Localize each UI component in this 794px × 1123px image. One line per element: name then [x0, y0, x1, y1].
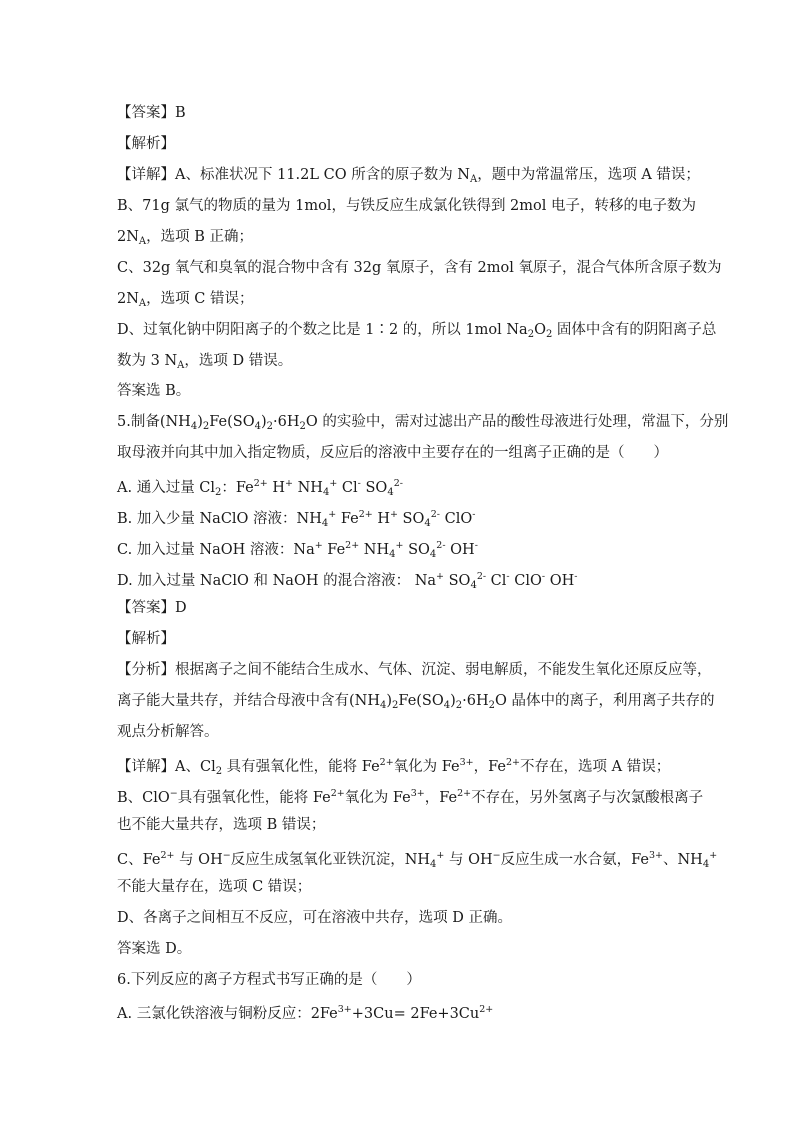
text-run: ·6H	[462, 693, 489, 709]
text-run: 观点分析解答。	[117, 724, 219, 740]
text-run: 【答案】D	[117, 600, 187, 616]
superscript: 3+	[648, 850, 663, 861]
text-run: B、71g 氯气的物质的量为 1mol，与铁反应生成氯化铁得到 2mol 电子，转移的电子数为	[117, 198, 697, 214]
text-line	[117, 165, 700, 190]
text-line	[117, 351, 292, 376]
superscript: −	[222, 850, 231, 861]
text-run: H	[372, 511, 390, 527]
text-run: ClO	[440, 511, 473, 527]
text-line	[117, 381, 190, 401]
superscript: +	[389, 509, 398, 520]
text-run: )	[450, 693, 456, 709]
text-run: 不存在，选项 A 错误；	[520, 759, 671, 775]
text-line	[117, 660, 712, 680]
text-run: C、32g 氧气和臭氧的混合物中含有 32g 氧原子，含有 2mol 氧原子，混合气体所含原子数为	[117, 260, 722, 276]
text-run: H	[267, 480, 286, 496]
text-line	[117, 443, 668, 463]
text-line	[117, 227, 253, 252]
superscript: +	[314, 540, 323, 551]
text-run: +3Cu= 2Fe+3Cu	[351, 1006, 480, 1022]
text-run: )	[197, 414, 203, 430]
subscript: 4	[424, 518, 431, 529]
text-run: O 的实验中，需对过滤出产品的酸性母液进行处理，常温下，分别	[305, 414, 729, 430]
text-run: 反应生成一水合氨，Fe	[500, 852, 649, 868]
superscript: 2+	[253, 478, 268, 489]
text-run: 答案选 D。	[117, 941, 192, 957]
subscript: 4	[389, 549, 396, 560]
superscript: +	[436, 571, 444, 582]
text-line	[117, 536, 478, 565]
subscript: 4	[380, 700, 387, 711]
superscript: +	[395, 540, 404, 551]
text-run: Fe(SO	[209, 414, 255, 430]
subscript: 2	[266, 421, 273, 432]
superscript: 2+	[379, 757, 394, 768]
subscript: 4	[429, 549, 437, 560]
superscript: 3+	[410, 788, 425, 799]
superscript: -	[474, 540, 478, 551]
subscript: 4	[470, 580, 477, 591]
subscript: 4	[387, 487, 394, 498]
text-line	[117, 1000, 493, 1024]
text-line	[117, 196, 696, 216]
superscript: 2+	[330, 788, 345, 799]
text-run: Fe(SO	[398, 693, 444, 709]
superscript: 2-	[430, 509, 441, 520]
text-run: ，选项 B 正确；	[146, 229, 254, 245]
subscript: 2	[455, 700, 463, 711]
superscript: 2+	[345, 540, 360, 551]
text-run: 数为 3 N	[117, 353, 178, 369]
subscript: A	[470, 174, 478, 185]
subscript: 4	[702, 859, 710, 870]
subscript: 4	[254, 421, 261, 432]
subscript: 4	[322, 487, 330, 498]
text-run: O 晶体中的离子，利用离子共存的	[495, 693, 715, 709]
text-run: 取母液并向其中加入指定物质，反应后的溶液中主要存在的一组离子正确的是（ ）	[117, 445, 668, 461]
text-run: ，题中为常温常压，选项 A 错误；	[477, 167, 700, 183]
superscript: 2-	[476, 571, 487, 582]
text-run: 【详解】A、Cl	[117, 759, 216, 775]
text-run: 【解析】	[117, 631, 175, 647]
subscript: 2	[545, 329, 553, 340]
superscript: 2+	[160, 850, 175, 861]
subscript: 2	[527, 329, 535, 340]
superscript: -	[541, 571, 546, 582]
text-run: 2N	[117, 229, 139, 245]
text-run: ，Fe	[473, 759, 507, 775]
superscript: −	[169, 788, 178, 799]
subscript: 4	[190, 421, 198, 432]
text-line	[117, 320, 716, 345]
text-run: OH	[545, 573, 575, 589]
text-run: A. 通入过量 Cl	[117, 480, 216, 496]
superscript: 3+	[337, 1004, 352, 1015]
text-run: 氧化为 Fe	[393, 759, 460, 775]
text-line	[117, 103, 186, 123]
subscript: A	[177, 360, 185, 371]
text-line	[117, 753, 670, 782]
text-run: ClO	[509, 573, 542, 589]
text-line	[117, 784, 703, 808]
text-run: OH	[445, 542, 475, 558]
text-run: SO	[403, 542, 430, 558]
text-run: 6.下列反应的离子方程式书写正确的是（ ）	[117, 972, 421, 988]
text-line	[117, 289, 253, 314]
text-run: Fe	[322, 542, 346, 558]
text-line	[117, 258, 721, 278]
superscript: +	[436, 850, 445, 861]
text-line	[117, 691, 715, 716]
text-line	[117, 134, 175, 154]
text-run: Cl	[337, 480, 358, 496]
text-run: 与 OH	[444, 852, 493, 868]
superscript: 2+	[457, 788, 472, 799]
text-run: 【解析】	[117, 136, 175, 152]
text-run: 具有强氧化性，能将 Fe	[222, 759, 380, 775]
text-run: 具有强氧化性，能将 Fe	[177, 790, 331, 806]
superscript: -	[472, 509, 476, 520]
text-run: C、Fe	[117, 852, 161, 868]
text-run: C. 加入过量 NaOH 溶液：Na	[117, 542, 315, 558]
text-run: A. 三氯化铁溶液与铜粉反应：2Fe	[117, 1006, 338, 1022]
text-run: O	[534, 322, 546, 338]
superscript: +	[709, 850, 718, 861]
text-run: 不能大量存在，选项 C 错误；	[117, 879, 312, 895]
text-run: 【分析】根据离子之间不能结合生成水、气体、沉淀、弱电解质，不能发生氧化还原反应等，	[117, 662, 712, 678]
text-run: Cl	[486, 573, 507, 589]
text-run: Fe	[336, 511, 359, 527]
text-run: B、ClO	[117, 790, 170, 806]
superscript: 2+	[479, 1004, 494, 1015]
superscript: -	[357, 478, 361, 489]
text-run: 也不能大量共存，选项 B 错误；	[117, 817, 326, 833]
text-run: D、各离子之间相互不反应，可在溶液中共存，选项 D 正确。	[117, 910, 512, 926]
text-line	[117, 505, 475, 534]
text-run: 氧化为 Fe	[344, 790, 411, 806]
text-run: B. 加入少量 NaClO 溶液：NH	[117, 511, 322, 527]
text-line	[117, 629, 175, 649]
text-run: SO	[397, 511, 425, 527]
subscript: A	[138, 236, 147, 247]
text-run: 固体中含有的阴阳离子总	[552, 322, 717, 338]
superscript: 2-	[393, 478, 403, 489]
text-run: ：Fe	[221, 480, 254, 496]
superscript: -	[506, 571, 510, 582]
text-line	[117, 598, 187, 618]
text-run: 、NH	[663, 852, 703, 868]
text-run: ，选项 C 错误；	[146, 291, 254, 307]
text-line	[117, 412, 728, 437]
text-run: 5.制备(NH	[117, 414, 191, 430]
subscript: 4	[321, 518, 329, 529]
text-run: 不存在，另外氢离子与次氯酸根离子	[471, 790, 704, 806]
text-line	[117, 877, 311, 897]
text-line	[117, 970, 421, 990]
text-run: NH	[359, 542, 390, 558]
text-line	[117, 567, 577, 596]
subscript: 2	[215, 487, 222, 498]
text-run: SO	[360, 480, 388, 496]
text-line	[117, 939, 191, 959]
text-run: ，选项 D 错误。	[184, 353, 293, 369]
superscript: -	[574, 571, 578, 582]
text-run: D、过氧化钠中阴阳离子的个数之比是 1∶2 的，所以 1mol Na	[117, 322, 528, 338]
text-run: 2N	[117, 291, 139, 307]
superscript: 2-	[436, 540, 446, 551]
superscript: +	[285, 478, 294, 489]
text-line	[117, 722, 219, 742]
text-run: ·6H	[273, 414, 300, 430]
text-line	[117, 908, 512, 928]
text-run: 【答案】B	[117, 105, 186, 121]
text-run: 答案选 B。	[117, 383, 191, 399]
superscript: +	[328, 509, 337, 520]
text-run: D. 加入过量 NaClO 和 NaOH 的混合溶液： Na	[117, 573, 437, 589]
subscript: 2	[202, 421, 210, 432]
superscript: 2+	[506, 757, 521, 768]
text-run: )	[260, 414, 267, 430]
superscript: −	[492, 850, 501, 861]
text-run: 【详解】A、标准状况下 11.2L CO 所含的原子数为 N	[117, 167, 470, 183]
subscript: 2	[215, 766, 223, 777]
superscript: +	[329, 478, 338, 489]
text-line	[117, 815, 325, 835]
subscript: 4	[430, 859, 437, 870]
superscript: 3+	[459, 757, 474, 768]
text-line	[117, 846, 717, 875]
text-run: 反应生成氢氧化亚铁沉淀，NH	[230, 852, 431, 868]
text-run: NH	[293, 480, 323, 496]
subscript: 4	[443, 700, 451, 711]
superscript: 2+	[358, 509, 373, 520]
subscript: 2	[299, 421, 306, 432]
subscript: A	[138, 298, 147, 309]
text-run: 与 OH	[174, 852, 223, 868]
text-line	[117, 474, 403, 503]
subscript: 2	[392, 700, 399, 711]
text-run: ，Fe	[424, 790, 458, 806]
text-run: 离子能大量共存，并结合母液中含有(NH	[117, 693, 380, 709]
text-run: )	[386, 693, 393, 709]
text-run: SO	[444, 573, 471, 589]
subscript: 2	[488, 700, 496, 711]
